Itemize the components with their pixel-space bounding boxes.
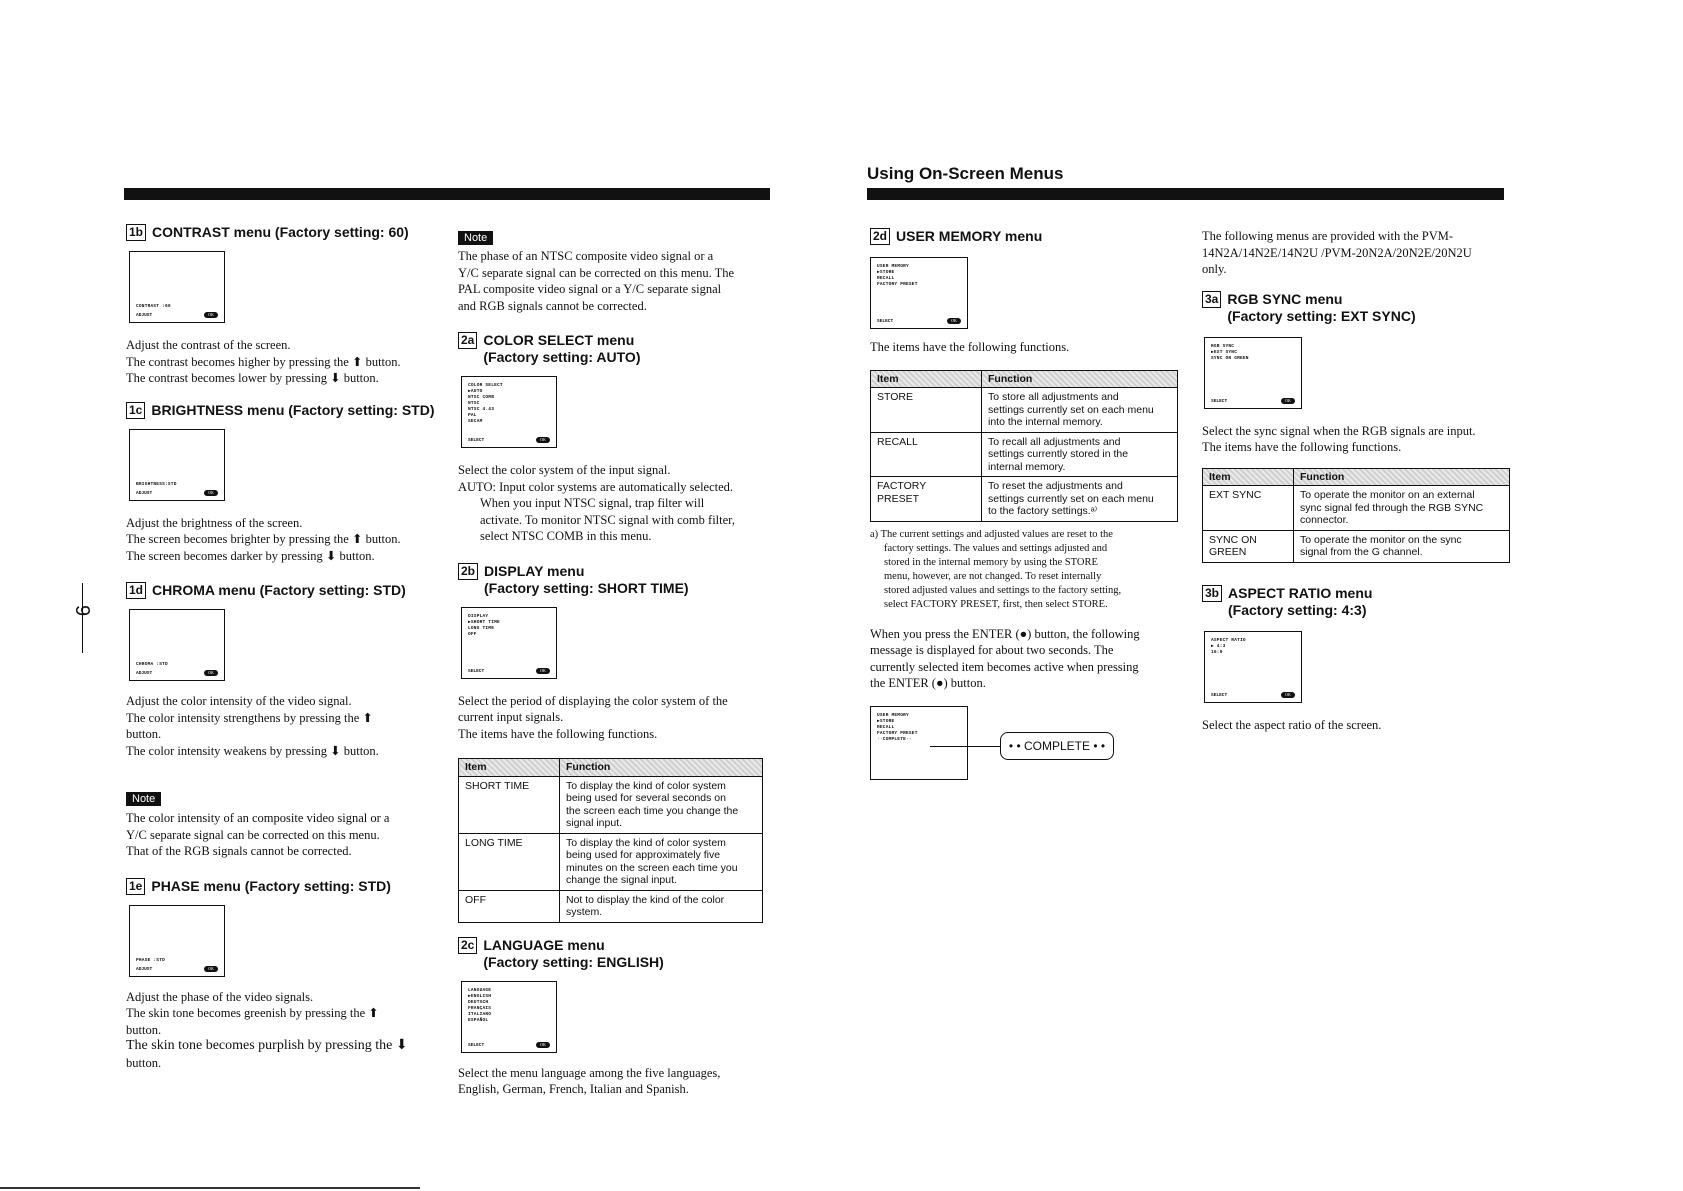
right-page-rule bbox=[867, 188, 1504, 200]
heading-text: CHROMA menu (Factory setting: STD) bbox=[152, 582, 406, 598]
screen-line: USER MEMORY bbox=[877, 712, 909, 718]
callout-leader-line bbox=[930, 746, 1000, 747]
screen-line: LANGUAGE bbox=[468, 987, 492, 993]
screen-line: OFF bbox=[468, 631, 477, 637]
table-function bbox=[982, 388, 1178, 433]
function-line: To display the kind of color system bbox=[566, 836, 726, 849]
column-4 bbox=[1202, 228, 1512, 733]
body-line: button. bbox=[126, 727, 162, 741]
phase-menu-screen bbox=[129, 905, 225, 977]
function-line: settings currently set on each menu bbox=[988, 492, 1154, 505]
section-badge: 1d bbox=[126, 582, 146, 599]
function-line: Not to display the kind of the color bbox=[566, 893, 725, 906]
item-line: SYNC ON bbox=[1209, 533, 1257, 546]
body-line: The contrast becomes higher by pressing the ⬆ button. bbox=[126, 354, 401, 369]
heading-subtitle: (Factory setting: ENGLISH) bbox=[483, 953, 664, 970]
display-menu-screen bbox=[461, 607, 557, 679]
screen-line: ▶EXT SYNC bbox=[1211, 349, 1238, 355]
footnote-line: stored in the internal memory by using the STORE bbox=[884, 556, 1098, 568]
footnote-line: factory settings. The values and settings adjusted and bbox=[884, 542, 1108, 554]
table-header-function: Function bbox=[560, 759, 763, 777]
screen-line: RECALL bbox=[877, 276, 895, 281]
function-line: system. bbox=[566, 906, 603, 918]
contrast-menu-heading bbox=[126, 224, 446, 241]
bottom-scan-line bbox=[0, 1187, 420, 1189]
item-line: EXT SYNC bbox=[1209, 489, 1262, 501]
brightness-menu-screen bbox=[129, 429, 225, 501]
table-item: OFF bbox=[459, 890, 560, 922]
page-title: Using On-Screen Menus bbox=[867, 164, 1064, 183]
display-function-table bbox=[458, 758, 763, 923]
intro-line: 14N2A/14N2E/14N2U /PVM-20N2A/20N2E/20N2U bbox=[1202, 245, 1472, 260]
function-line: signal from the G channel. bbox=[1300, 546, 1423, 558]
heading-subtitle: (Factory setting: SHORT TIME) bbox=[484, 579, 689, 596]
table-row bbox=[1203, 486, 1510, 531]
note-line: The phase of an NTSC composite video signal or a bbox=[458, 249, 714, 263]
function-line: To reset the adjustments and bbox=[988, 480, 1123, 492]
section-badge: 1e bbox=[126, 878, 145, 895]
table-item bbox=[1203, 486, 1294, 531]
table-row bbox=[1203, 530, 1510, 562]
table-item bbox=[871, 477, 982, 522]
rgb-sync-function-table bbox=[1202, 468, 1510, 563]
screen-line: NTSC 4.43 bbox=[468, 407, 495, 412]
body-line: button. bbox=[126, 1022, 162, 1037]
body-line: activate. To monitor NTSC signal with comb filter, bbox=[480, 512, 735, 527]
language-menu-heading bbox=[458, 937, 778, 971]
heading-text: USER MEMORY menu bbox=[896, 228, 1043, 244]
aspect-ratio-menu-screen bbox=[1204, 631, 1302, 703]
column-2 bbox=[458, 228, 778, 1098]
aspect-ratio-menu-heading bbox=[1202, 585, 1512, 619]
body-line: The items have the following functions. bbox=[458, 726, 658, 741]
body-line: The screen becomes brighter by pressing the ⬆ button. bbox=[126, 532, 401, 546]
screen-line: DISPLAY bbox=[468, 613, 489, 619]
table-row bbox=[459, 833, 763, 890]
body-line: Select the aspect ratio of the screen. bbox=[1202, 717, 1382, 732]
table-row bbox=[871, 432, 1178, 477]
screen-ok-icon: OK bbox=[204, 490, 218, 496]
body-line: The screen becomes darker by pressing ⬇ button. bbox=[126, 548, 375, 563]
body-line: The items have the following functions. bbox=[1202, 440, 1402, 454]
screen-line: ▶STORE bbox=[877, 270, 895, 275]
note-line: Y/C separate signal can be corrected on this menu. bbox=[126, 827, 380, 842]
heading-text: PHASE menu (Factory setting: STD) bbox=[151, 877, 391, 894]
body-line: The skin tone becomes purplish by pressing the ⬇ bbox=[126, 1038, 408, 1053]
intro-line: only. bbox=[1202, 262, 1227, 276]
body-line: The contrast becomes lower by pressing ⬇ button. bbox=[126, 371, 379, 385]
screen-line: ▶AUTO bbox=[468, 389, 483, 394]
chroma-menu-screen bbox=[129, 609, 225, 681]
table-function bbox=[1294, 486, 1510, 531]
column-1 bbox=[126, 224, 446, 1071]
screen-line: ESPAÑOL bbox=[468, 1017, 489, 1023]
body-line: the ENTER (●) button. bbox=[870, 676, 986, 690]
table-item: LONG TIME bbox=[459, 833, 560, 890]
body-line: Adjust the color intensity of the video signal. bbox=[126, 694, 352, 708]
screen-foot: ADJUST bbox=[136, 490, 153, 496]
body-line: Input color systems are automatically selected. bbox=[499, 479, 734, 494]
footnote-line: select FACTORY PRESET, first, then select STORE. bbox=[884, 598, 1108, 610]
section-badge: 2b bbox=[458, 563, 478, 580]
screen-line: NTSC COMB bbox=[468, 395, 495, 400]
note-label: Note bbox=[458, 231, 493, 245]
screen-ok-icon: OK bbox=[204, 312, 218, 318]
function-line: settings currently set on each menu bbox=[988, 403, 1154, 416]
screen-line: ▶STORE bbox=[877, 718, 895, 724]
section-badge: 1c bbox=[126, 402, 145, 419]
user-memory-menu-heading bbox=[870, 228, 1180, 245]
table-function bbox=[1294, 530, 1510, 562]
screen-line: PHASE :STD bbox=[136, 957, 166, 963]
phase-menu-heading bbox=[126, 878, 446, 895]
body-line: message is displayed for about two seconds. The bbox=[870, 643, 1114, 657]
item-line: RECALL bbox=[877, 435, 918, 448]
body-line: current input signals. bbox=[458, 710, 564, 724]
screen-line: COLOR SELECT bbox=[468, 383, 503, 388]
screen-foot: ADJUST bbox=[136, 671, 153, 676]
screen-line: CHROMA :STD bbox=[136, 662, 168, 667]
screen-foot: ADJUST bbox=[136, 313, 153, 318]
heading-subtitle: (Factory setting: 4:3) bbox=[1228, 601, 1367, 618]
screen-line: ▶ 4:3 bbox=[1211, 643, 1226, 649]
body-line: The color intensity strengthens by pressing the ⬆ bbox=[126, 710, 373, 725]
table-function bbox=[560, 890, 763, 922]
screen-line: DEUTSCH bbox=[468, 999, 489, 1005]
intro-line: The following menus are provided with the PVM- bbox=[1202, 229, 1453, 243]
note-line: PAL composite video signal or a Y/C separate signal bbox=[458, 282, 722, 296]
section-badge: 2d bbox=[870, 228, 890, 245]
heading-text: DISPLAY menu bbox=[484, 562, 585, 579]
body-line: currently selected item becomes active when pressing bbox=[870, 659, 1139, 674]
table-header-item: Item bbox=[1203, 468, 1294, 486]
rgb-sync-menu-heading bbox=[1202, 291, 1512, 325]
item-line: GREEN bbox=[1209, 546, 1247, 558]
section-badge: 2a bbox=[458, 332, 477, 349]
body-line: The color intensity weakens by pressing ⬇ button. bbox=[126, 743, 379, 758]
heading-subtitle: (Factory setting: AUTO) bbox=[483, 349, 641, 365]
screen-line: USER MEMORY bbox=[877, 264, 909, 269]
body-line: When you input NTSC signal, trap filter will bbox=[480, 496, 705, 510]
screen-ok-icon: OK bbox=[204, 966, 218, 972]
function-line: internal memory. bbox=[988, 460, 1066, 473]
heading-subtitle: (Factory setting: EXT SYNC) bbox=[1227, 307, 1416, 324]
section-badge: 3a bbox=[1202, 291, 1221, 308]
function-line: to the factory settings.ᵃ⁾ bbox=[988, 505, 1098, 517]
screen-line: ··COMPLETE·· bbox=[877, 736, 912, 742]
screen-ok-icon: OK bbox=[536, 668, 550, 674]
table-function bbox=[982, 477, 1178, 522]
section-badge: 2c bbox=[458, 937, 477, 954]
note-line: That of the RGB signals cannot be corrected. bbox=[126, 844, 352, 858]
column-3 bbox=[870, 228, 1180, 786]
table-function bbox=[982, 432, 1178, 477]
chroma-menu-heading bbox=[126, 582, 446, 599]
body-line: Select the sync signal when the RGB signals are input. bbox=[1202, 423, 1476, 438]
display-menu-heading bbox=[458, 563, 778, 597]
table-function bbox=[560, 776, 763, 833]
note-line: The color intensity of an composite video signal or a bbox=[126, 811, 390, 825]
rgb-sync-menu-screen bbox=[1204, 337, 1302, 409]
complete-callout: • • COMPLETE • • bbox=[1000, 732, 1114, 760]
table-row bbox=[459, 776, 763, 833]
language-menu-screen bbox=[461, 981, 557, 1053]
footnote-line: menu, however, are not changed. To reset internally bbox=[884, 570, 1102, 582]
table-item: SHORT TIME bbox=[459, 776, 560, 833]
screen-line: BRIGHTNESS:STD bbox=[136, 481, 177, 487]
section-badge: 1b bbox=[126, 224, 146, 241]
section-badge: 3b bbox=[1202, 585, 1222, 602]
function-line: To operate the monitor on an external bbox=[1300, 489, 1475, 501]
screen-foot: SELECT bbox=[468, 668, 485, 674]
function-line: To display the kind of color system bbox=[566, 779, 726, 792]
heading-text: COLOR SELECT menu bbox=[483, 332, 635, 348]
screen-line: NTSC bbox=[468, 401, 480, 406]
screen-line: CONTRAST :60 bbox=[136, 304, 171, 309]
screen-foot: SELECT bbox=[1211, 692, 1228, 698]
screen-ok-icon: OK bbox=[536, 437, 550, 443]
footnote-line: a) The current settings and adjusted values are reset to the bbox=[870, 528, 1113, 540]
screen-line: PAL bbox=[468, 413, 477, 418]
body-line: button. bbox=[126, 1055, 162, 1070]
heading-text: BRIGHTNESS menu (Factory setting: STD) bbox=[151, 401, 435, 418]
function-line: change the signal input. bbox=[566, 874, 677, 886]
body-line: English, German, French, Italian and Spanish. bbox=[458, 1082, 689, 1096]
color-select-menu-screen bbox=[461, 376, 557, 448]
function-line: into the internal memory. bbox=[988, 416, 1103, 428]
body-line: When you press the ENTER (●) button, the following bbox=[870, 626, 1140, 641]
item-line: STORE bbox=[877, 391, 913, 403]
footnote-line: stored adjusted values and settings to the factory setting, bbox=[884, 584, 1122, 596]
table-row bbox=[871, 388, 1178, 433]
heading-text: CONTRAST menu (Factory setting: 60) bbox=[152, 224, 409, 240]
note-line: Y/C separate signal can be corrected on this menu. The bbox=[458, 265, 735, 280]
function-line: To operate the monitor on the sync bbox=[1300, 533, 1462, 546]
table-row bbox=[459, 890, 763, 922]
heading-text: ASPECT RATIO menu bbox=[1228, 584, 1373, 601]
note-line: and RGB signals cannot be corrected. bbox=[458, 298, 647, 313]
screen-line: ITALIANO bbox=[468, 1011, 492, 1017]
screen-foot: SELECT bbox=[468, 1042, 485, 1048]
page-number: 9 bbox=[71, 604, 94, 617]
table-header-function: Function bbox=[1294, 468, 1510, 486]
body-line: The items have the following functions. bbox=[870, 340, 1070, 354]
table-function bbox=[560, 833, 763, 890]
screen-line: 16:9 bbox=[1211, 649, 1223, 655]
screen-line: FACTORY PRESET bbox=[877, 282, 918, 287]
screen-line: SECAM bbox=[468, 419, 483, 424]
contrast-menu-screen bbox=[129, 251, 225, 323]
screen-line: ASPECT RATIO bbox=[1211, 637, 1246, 643]
screen-line: ▶SHORT TIME bbox=[468, 619, 500, 625]
screen-foot: SELECT bbox=[877, 319, 894, 324]
page-number-mark bbox=[82, 583, 83, 653]
function-line: To recall all adjustments and bbox=[988, 435, 1121, 448]
function-line: being used for approximately five bbox=[566, 849, 721, 861]
table-header-function: Function bbox=[982, 370, 1178, 388]
complete-message-screen bbox=[870, 706, 968, 780]
brightness-menu-heading bbox=[126, 402, 446, 419]
table-header-item: Item bbox=[459, 759, 560, 777]
body-line: The skin tone becomes greenish by pressing the ⬆ bbox=[126, 1006, 379, 1020]
screen-line: LONG TIME bbox=[468, 625, 495, 631]
screen-ok-icon: OK bbox=[536, 1042, 550, 1048]
auto-label: AUTO: bbox=[458, 479, 496, 494]
body-line: Select the color system of the input signal. bbox=[458, 463, 671, 477]
screen-line: RGB SYNC bbox=[1211, 343, 1235, 349]
footnote bbox=[870, 528, 1180, 612]
screen-line: FRANÇAIS bbox=[468, 1005, 492, 1011]
function-line: connector. bbox=[1300, 514, 1349, 526]
screen-line: SYNC ON GREEN bbox=[1211, 355, 1249, 361]
body-line: Adjust the brightness of the screen. bbox=[126, 515, 303, 530]
heading-text: RGB SYNC menu bbox=[1227, 290, 1343, 307]
screen-foot: ADJUST bbox=[136, 966, 153, 972]
function-line: sync signal fed through the RGB SYNC bbox=[1300, 501, 1484, 514]
function-line: minutes on the screen each time you bbox=[566, 861, 738, 874]
note-label: Note bbox=[126, 792, 161, 806]
screen-foot: SELECT bbox=[468, 438, 485, 443]
screen-foot: SELECT bbox=[1211, 398, 1228, 404]
screen-ok-icon: OK bbox=[204, 670, 218, 676]
item-line: FACTORY bbox=[877, 480, 927, 492]
table-row bbox=[871, 477, 1178, 522]
screen-ok-icon: OK bbox=[1281, 692, 1295, 698]
function-line: To store all adjustments and bbox=[988, 391, 1119, 403]
body-line: Adjust the phase of the video signals. bbox=[126, 989, 314, 1004]
screen-ok-icon: OK bbox=[1281, 398, 1295, 404]
user-memory-function-table bbox=[870, 370, 1178, 522]
function-line: settings currently stored in the bbox=[988, 448, 1129, 460]
body-line: select NTSC COMB in this menu. bbox=[480, 529, 652, 543]
left-page-rule bbox=[124, 188, 770, 200]
table-header-item: Item bbox=[871, 370, 982, 388]
table-item bbox=[871, 388, 982, 433]
item-line: PRESET bbox=[877, 492, 920, 505]
body-line: Adjust the contrast of the screen. bbox=[126, 338, 291, 352]
function-line: the screen each time you change the bbox=[566, 804, 739, 817]
table-item bbox=[1203, 530, 1294, 562]
user-memory-menu-screen bbox=[870, 257, 968, 329]
body-line: Select the menu language among the five languages, bbox=[458, 1065, 721, 1080]
screen-line: ▶ENGLISH bbox=[468, 993, 492, 999]
heading-text: LANGUAGE menu bbox=[483, 936, 605, 953]
function-line: signal input. bbox=[566, 817, 623, 829]
screen-ok-icon: OK bbox=[947, 318, 961, 324]
body-line: Select the period of displaying the color system of the bbox=[458, 693, 728, 708]
function-line: being used for several seconds on bbox=[566, 792, 726, 804]
table-item bbox=[871, 432, 982, 477]
screen-line: RECALL bbox=[877, 724, 895, 730]
color-select-menu-heading bbox=[458, 332, 778, 366]
screen-line: FACTORY PRESET bbox=[877, 730, 918, 736]
